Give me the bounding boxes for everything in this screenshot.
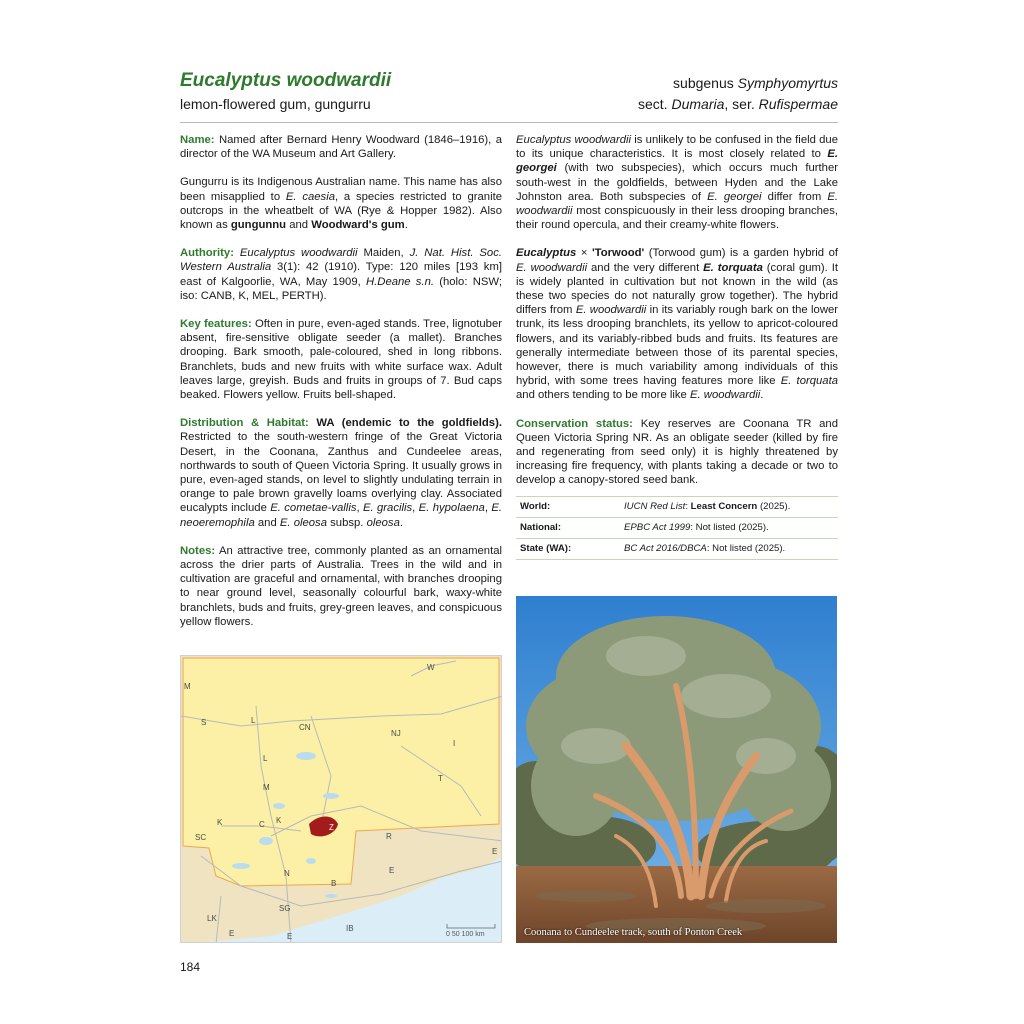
map-label: R (386, 832, 392, 841)
distribution-map (180, 655, 502, 943)
map-label: E (229, 929, 235, 938)
header-divider (180, 122, 838, 123)
photo-graphic (516, 596, 837, 943)
map-label: W (427, 663, 435, 672)
map-label: B (331, 879, 337, 888)
table-row (516, 539, 838, 560)
scale-label: 0 50 100 km (446, 931, 485, 938)
map-graphic (181, 656, 502, 943)
status-value: EPBC Act 1999: Not listed (2025). (620, 517, 838, 538)
table-row (516, 496, 838, 517)
status-key: National: (516, 517, 620, 538)
conservation-paragraph: Conservation status: Key reserves are Coonana TR and Queen Victoria Spring NR. As an obligate seeder (killed by fire and regenerating from seed only) it is highly threatened by increasing fire frequency, with plants taking a decade or two to develop a canopy-stored seed bank. (516, 417, 838, 487)
map-label: E (492, 847, 498, 856)
map-label: E (389, 866, 395, 875)
map-label: IB (346, 924, 354, 933)
key-features-paragraph: Key features: Often in pure, even-aged stands. Tree, lignotuber absent, fire-sensitive obligate seeder (a mallet). Branches drooping. Bark smooth, pale-coloured, shed in long ribbons. Branchlets, buds and new fruits with white surface wax. Adult leaves large, greyish. Buds and fruits in groups of 7. Bud caps beaked. Flowers yellow. Fruits bell-shaped. (180, 318, 502, 402)
confusion-paragraph: Eucalyptus woodwardii is unlikely to be confused in the field due to its unique characteristics. It is most closely related to E. georgei (with two subspecies), which occurs much further south-west in the goldfields, between Hyden and the Lake Johnston area. Both subspecies of E. georgei differ from E. woodwardii most conspicuously in their less drooping branches, their round opercula, and their creamy-white flowers. (516, 134, 839, 232)
habitat-photo (516, 596, 837, 943)
map-label: SC (195, 833, 207, 842)
map-label: Z (329, 823, 334, 832)
map-label: T (438, 774, 443, 783)
common-names: lemon-flowered gum, gungurru (180, 96, 371, 112)
page-number: 184 (180, 960, 201, 974)
distribution-paragraph: Distribution & Habitat: WA (endemic to the goldfields). Restricted to the south-western fringe of the Great Victoria Desert, in the Coonana, Zanthus and Cundeelee areas, northwards to south of Queen Victoria Spring. It usually grows in pure, even-aged stands, on level to slightly undulating terrain in orange to pale brown gravelly loams overlying clay. Associated eucalypts include E. cometae-vallis, E. gracilis, E. hypolaena, E. neoeremophila and E. oleosa subsp. oleosa. (180, 417, 503, 529)
map-label: C (259, 820, 265, 829)
left-column (180, 133, 502, 643)
name-paragraph: Name: Named after Bernard Henry Woodward (1846–1916), a director of the WA Museum and Art Gallery. (180, 134, 502, 161)
subgenus: subgenus Symphyomyrtus (673, 75, 838, 91)
map-label: SG (279, 904, 291, 913)
status-key: State (WA): (516, 539, 620, 560)
map-label: L (251, 716, 256, 725)
map-label: L (263, 754, 268, 763)
authority-paragraph: Authority: Eucalyptus woodwardii Maiden, J. Nat. Hist. Soc. Western Australia 3(1): 42 (1910). Type: 120 miles [193 km] east of Kalgoorlie, WA, May 1909, H.Deane s.n. (holo: NSW; iso: CANB, K, MEL, PERTH). (180, 247, 502, 302)
status-key: World: (516, 496, 620, 517)
page-header (180, 70, 838, 120)
right-column (516, 133, 838, 560)
photo-caption: Coonana to Cundeelee track, south of Ponton Creek (524, 927, 743, 938)
map-label: M (263, 783, 270, 792)
map-label: E (287, 932, 293, 941)
map-label: K (276, 816, 282, 825)
status-value: BC Act 2016/DBCA: Not listed (2025). (620, 539, 838, 560)
species-title: Eucalyptus woodwardii (180, 70, 392, 91)
hybrid-paragraph: Eucalyptus × 'Torwood' (Torwood gum) is a garden hybrid of E. woodwardii and the very different E. torquata (coral gum). It is widely planted in cultivation but not known in the wild (as these two species do not naturally grow together). The hybrid differs from E. woodwardii in its variably rough bark on the lower trunk, its less drooping branchlets, its yellow to apricot-coloured flowers, and its variably-ribbed buds and fruits. Its features are generally intermediate between those of its parental species, however, there is much variability among individuals of this hybrid, with some trees having features more like E. torquata and others tending to be more like E. woodwardii. (516, 247, 839, 402)
table-row (516, 517, 838, 538)
map-label: K (217, 818, 223, 827)
map-label: LK (207, 914, 217, 923)
map-label: S (201, 718, 207, 727)
map-label: I (453, 739, 456, 748)
map-label: CN (299, 723, 311, 732)
notes-paragraph: Notes: An attractive tree, commonly planted as an ornamental across the drier parts of Australia. Trees in the wild and in cultivation are graceful and ornamental, with branches drooping to near ground level, seasonally colourful bark, waxy-white branchlets, buds and fruits, grey-green leaves, and conspicuous yellow flowers. (180, 544, 503, 628)
map-label: M (184, 682, 191, 691)
map-label: NJ (391, 729, 401, 738)
map-label: N (284, 869, 290, 878)
conservation-table (516, 496, 838, 561)
status-value: IUCN Red List: Least Concern (2025). (620, 496, 838, 517)
section-series: sect. Dumaria, ser. Rufispermae (638, 96, 838, 112)
gungurru-paragraph: Gungurru is its Indigenous Australian name. This name has also been misapplied to E. caesia, a species restricted to granite outcrops in the wheatbelt of WA (Rye & Hopper 1982). Also known as gungunnu and Woodward's gum. (180, 176, 503, 232)
